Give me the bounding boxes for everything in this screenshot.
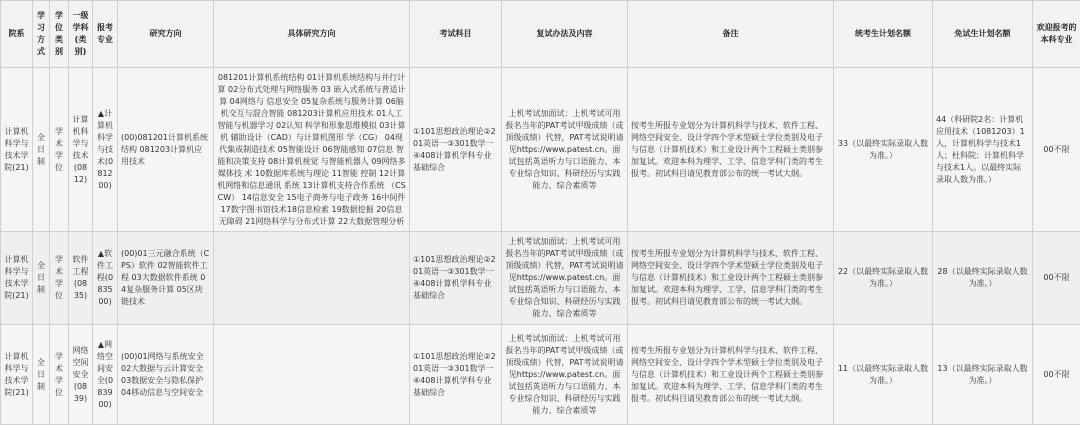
free-quota-cell: 44（科研院2名：计算机应用技术（1081203）1人，计算机科学与技术1人；杜科院：计算机科学与技术1人。以最终实际录取人数为准。）: [933, 68, 1033, 232]
retest-cell: 上机考试加面试：上机考试可用报名当年的PAT考试甲级成绩（或顶级成绩）代替，PAT考试说明请见https://www.patest.cn。面试包括英语听力与口语能力、本专业综合知识、科研经历与实践能力、综合素质等: [502, 232, 628, 325]
col-header-free-quota: 免试生计划名额: [933, 1, 1033, 68]
col-header-dept: 院系: [1, 1, 33, 68]
col-header-direction: 研究方向: [118, 1, 214, 68]
note-cell: 按考生所报专业划分为计算机科学与技术、软件工程、网络空间安全、设计学四个学术型硕士学位类别及电子与信息（计算机技术）和工业设计两个工程硕士类别参加复试。欢迎本科为理学、工学、信息学科门类的考生报考。初试科目请见教育部公布的统一考试大纲。: [628, 232, 834, 325]
exam-quota-cell: 11（以最终实际录取人数为准。）: [834, 325, 933, 425]
col-header-mode: 学习方式: [33, 1, 50, 68]
exam-subjects-cell: ①101思想政治理论②201英语一③301数学一④408计算机学科专业基础综合: [410, 232, 502, 325]
degree-cell: 学术学位: [50, 325, 69, 425]
discipline-cell: 网络空间安全(0839): [69, 325, 93, 425]
header-row: [1, 1, 1080, 68]
mode-cell: 全日制: [33, 68, 50, 232]
undergrad-cell: 00不限: [1033, 325, 1080, 425]
mode-cell: 全日制: [33, 232, 50, 325]
specific-direction-cell: [214, 232, 410, 325]
discipline-cell: 计算机科学与技术(0812): [69, 68, 93, 232]
table-row: [1, 232, 1080, 325]
col-header-major: 报考专业: [93, 1, 118, 68]
mode-cell: 全日制: [33, 325, 50, 425]
dept-cell: 计算机科学与技术学院(21): [1, 232, 33, 325]
note-cell: 按考生所报专业划分为计算机科学与技术、软件工程、网络空间安全、设计学四个学术型硕士学位类别及电子与信息（计算机技术）和工业设计两个工程硕士类别参加复试。欢迎本科为理学、工学、信息学科门类的考生报考。初试科目请见教育部公布的统一考试大纲。: [628, 68, 834, 232]
discipline-cell: 软件工程(0835): [69, 232, 93, 325]
dept-cell: 计算机科学与技术学院(21): [1, 325, 33, 425]
exam-subjects-cell: ①101思想政治理论②201英语一③301数学一④408计算机学科专业基础综合: [410, 325, 502, 425]
specific-direction-cell: 081201计算机系统结构 01计算机系统结构与并行计算 02分布式处理与网络服务 03 嵌入式系统与普适计算 04网络与 信息安全 05复杂系统与服务计算 06脑机交互与混合智能 081203计算机应用技术 01人工智能与机器学习 02认知 科学和形象思维模拟 03计算机 辅助设计（CAD）与计算机图形 学（CG） 04现代集成制造技术 05智能设计 06智能感知 07信息 智能和决策支持 08计算机视觉 与智能机器人 09网络多媒体技 术 10数据库系统与理论 11智能 控制 12计算机网络和信息通讯 系统 13计算机支持合作系统 （CSCW） 14信息安全 15电子商务与电子政务 16中间件 17数字图书馆技术18信息检索 19数据挖掘 20信息无障碍 21网络科学与分布式计算 22大数据管理分析: [214, 68, 410, 232]
free-quota-cell: 28（以最终实际录取人数为准。）: [933, 232, 1033, 325]
col-header-note: 备注: [628, 1, 834, 68]
direction-cell: (00)081201计算机系统结构 081203计算机应用技术: [118, 68, 214, 232]
col-header-specific-direction: 具体研究方向: [214, 1, 410, 68]
degree-cell: 学术学位: [50, 232, 69, 325]
major-cell: ▲网络空间安全(083900): [93, 325, 118, 425]
dept-cell: 计算机科学与技术学院(21): [1, 68, 33, 232]
retest-cell: 上机考试加面试：上机考试可用报名当年的PAT考试甲级成绩（或顶级成绩）代替，PAT考试说明请见https://www.patest.cn。面试包括英语听力与口语能力、本专业综合知识、科研经历与实践能力、综合素质等: [502, 68, 628, 232]
col-header-retest: 复试办法及内容: [502, 1, 628, 68]
major-cell: ▲计算机科学与技术(081200): [93, 68, 118, 232]
col-header-undergrad: 欢迎报考的本科专业: [1033, 1, 1080, 68]
undergrad-cell: 00不限: [1033, 68, 1080, 232]
col-header-exam-subjects: 考试科目: [410, 1, 502, 68]
exam-quota-cell: 22（以最终实际录取人数为准。）: [834, 232, 933, 325]
exam-quota-cell: 33（以最终实际录取人数为准。）: [834, 68, 933, 232]
note-cell: 按考生所报专业划分为计算机科学与技术、软件工程、网络空间安全、设计学四个学术型硕士学位类别及电子与信息（计算机技术）和工业设计两个工程硕士类别参加复试。欢迎本科为理学、工学、信息学科门类的考生报考。初试科目请见教育部公布的统一考试大纲。: [628, 325, 834, 425]
specific-direction-cell: [214, 325, 410, 425]
direction-cell: (00)01网络与系统安全 02大数据与云计算安全 03数据安全与隐私保护 04移动信息与空间安全: [118, 325, 214, 425]
table-row: [1, 325, 1080, 425]
col-header-discipline: 一级学科(类别): [69, 1, 93, 68]
table-row: [1, 68, 1080, 232]
col-header-degree: 学位类别: [50, 1, 69, 68]
direction-cell: (00)01三元融合系统（CPS）软件 02智能软件工程 03大数据软件系统 04复杂服务计算 05区块链技术: [118, 232, 214, 325]
degree-cell: 学术学位: [50, 68, 69, 232]
col-header-exam-quota: 统考生计划名额: [834, 1, 933, 68]
major-cell: ▲软件工程(083500): [93, 232, 118, 325]
exam-subjects-cell: ①101思想政治理论②201英语一③301数学一④408计算机学科专业基础综合: [410, 68, 502, 232]
retest-cell: 上机考试加面试：上机考试可用报名当年的PAT考试甲级成绩（或顶级成绩）代替，PAT考试说明请见https://www.patest.cn。面试包括英语听力与口语能力、本专业综合知识、科研经历与实践能力、综合素质等: [502, 325, 628, 425]
undergrad-cell: 00不限: [1033, 232, 1080, 325]
free-quota-cell: 13（以最终实际录取人数为准。）: [933, 325, 1033, 425]
